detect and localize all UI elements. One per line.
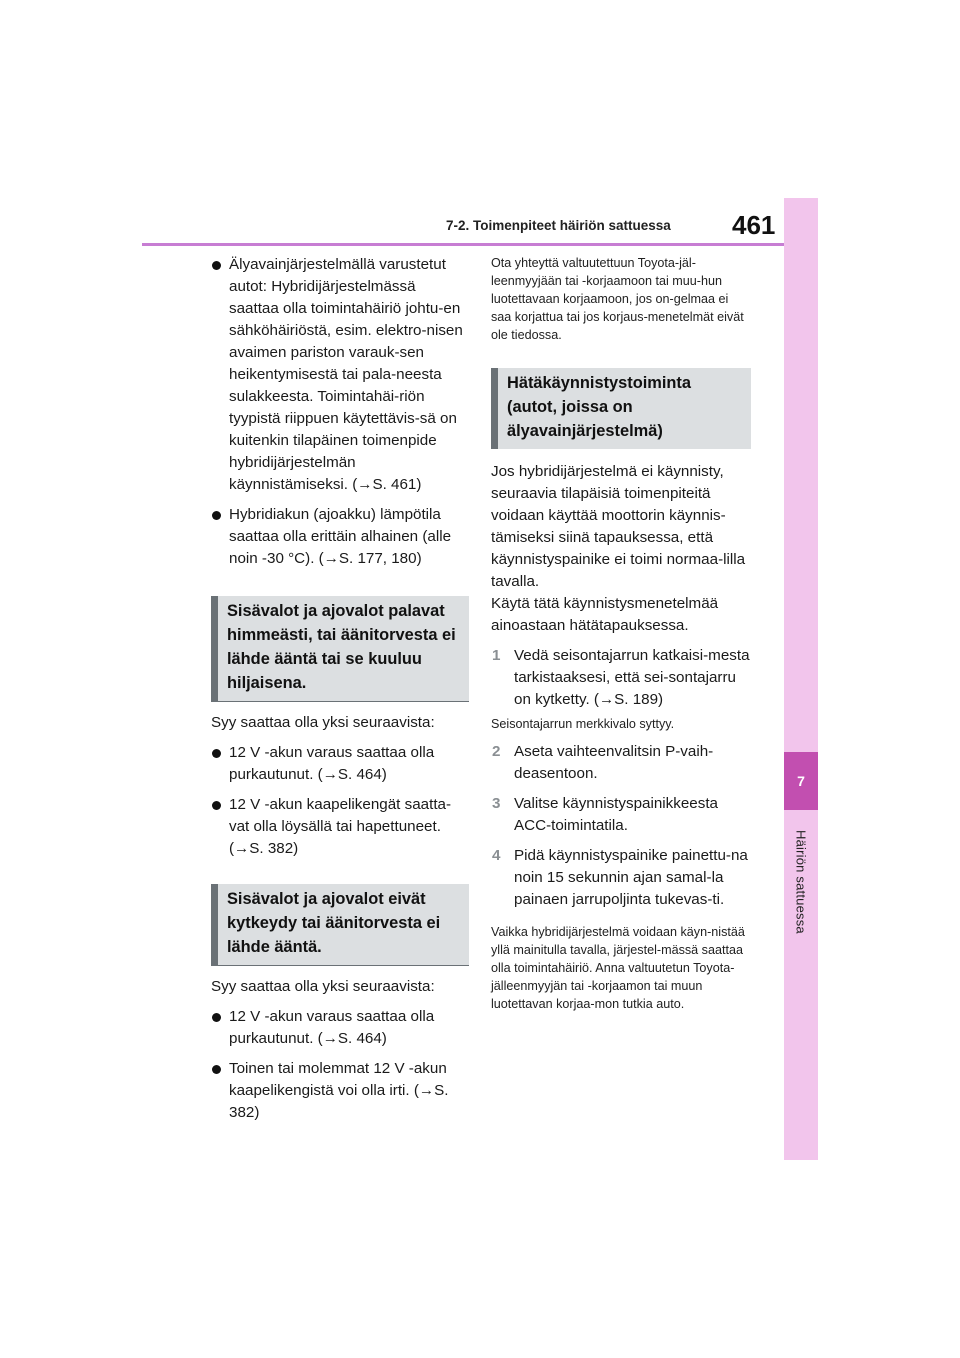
step-number: 3 <box>492 795 501 812</box>
chapter-label-text: Häiriön sattuessa <box>793 830 809 934</box>
bullet-icon <box>212 1065 221 1074</box>
list-item <box>211 1006 469 1050</box>
list-item <box>211 254 469 496</box>
right-column <box>491 254 751 1023</box>
step-item <box>491 741 751 785</box>
note-text: Ota yhteyttä valtuutettuun Toyota-jäl-leenmyyjään tai -korjaamoon tai muu-hun luotettavaan korjaamoon, jos on-gelmaa ei saa korjattua tai jos korjaus-menetelmät eivät ole tiedossa. <box>491 256 744 342</box>
bullet-icon <box>212 261 221 270</box>
step-text: Valitse käynnistyspainikkeesta ACC-toimintatila. <box>514 795 719 834</box>
body-text: Käytä tätä käynnistysmenetelmää ainoastaan hätätapauksessa. <box>491 595 719 634</box>
chapter-side-tab <box>784 198 818 1160</box>
section-heading: Hätäkäynnistystoiminta (autot, joissa on älyavainjärjestelmä) <box>491 368 751 449</box>
section-heading: Sisävalot ja ajovalot eivät kytkeydy tai äänitorvesta ei lähde ääntä. <box>211 884 469 966</box>
list-item-text: Hybridiakun (ajoakku) lämpötila saattaa olla erittäin alhainen (alle noin -30 °C). (→S. 177, 180) <box>229 506 452 567</box>
list-item <box>211 742 469 786</box>
bullet-icon <box>212 749 221 758</box>
step-number: 4 <box>492 847 501 864</box>
left-column <box>211 254 469 1132</box>
list-item-text: Toinen tai molemmat 12 V -akun kaapelikengistä voi olla irti. (→S. 382) <box>229 1060 449 1121</box>
step-text: Vedä seisontajarrun katkaisi-mesta tarkistaaksesi, että sei-sontajarru on kytketty. (→S. 189) <box>514 647 750 708</box>
list-item-text: 12 V -akun varaus saattaa olla purkautunut. (→S. 464) <box>229 744 435 783</box>
chapter-label <box>786 818 816 946</box>
list-item-text: 12 V -akun varaus saattaa olla purkautunut. (→S. 464) <box>229 1008 435 1047</box>
list-item <box>211 1058 469 1124</box>
header-rule <box>142 243 784 246</box>
bullet-icon <box>212 511 221 520</box>
section-title: 7-2. Toimenpiteet häiriön sattuessa <box>446 218 671 233</box>
list-item-text: 12 V -akun kaapelikengät saatta-vat olla löysällä tai hapettuneet. (→S. 382) <box>229 796 452 857</box>
section-lead: Syy saattaa olla yksi seuraavista: <box>211 978 435 995</box>
list-item-text: Älyavainjärjestelmällä varustetut autot: Hybridijärjestelmässä saattaa olla toimintahäiriö johtu-en sähköhäiriöstä, esim. elektro-nisen avaimen pariston varauk-sen heikentymisestä tai pala-neesta sulakkeesta. Toimintahäi-riön tyypistä riippuen käytettävis-sä on kuitenkin tilapäinen toimenpide hybridijärjestelmän käynnistämiseksi. (→S. 461) <box>229 256 463 493</box>
chapter-number: 7 <box>784 752 818 810</box>
page-number: 461 <box>732 210 776 240</box>
note-text: Seisontajarrun merkkivalo syttyy. <box>491 717 675 731</box>
body-text: Jos hybridijärjestelmä ei käynnisty, seuraavia tilapäisiä toimenpiteitä voidaan käyttää moottorin käynnis-tämiseksi siinä tapauksessa, että käynnistyspainike ei toimi normaa-lilla tavalla. <box>491 463 746 590</box>
step-number: 1 <box>492 647 501 664</box>
step-text: Pidä käynnistyspainike painettu-na noin 15 sekunnin ajan samal-la painaen jarrupoljinta tukevas-ti. <box>514 847 748 908</box>
step-item <box>491 645 751 711</box>
section-heading: Sisävalot ja ajovalot palavat himmeästi, tai äänitorvesta ei lähde ääntä tai se kuuluu hiljaisena. <box>211 596 469 702</box>
step-item <box>491 793 751 837</box>
list-item <box>211 504 469 570</box>
bullet-icon <box>212 1013 221 1022</box>
section-lead: Syy saattaa olla yksi seuraavista: <box>211 714 435 731</box>
bullet-icon <box>212 801 221 810</box>
step-number: 2 <box>492 743 501 760</box>
note-text: Vaikka hybridijärjestelmä voidaan käyn-nistää yllä mainitulla tavalla, järjestel-mässä saattaa olla toimintahäiriö. Anna valtuutetun Toyota-jälleenmyyjän tai -korjaamon tai muun luotettavan korjaa-mon tutkia auto. <box>491 925 745 1011</box>
list-item <box>211 794 469 860</box>
step-item <box>491 845 751 911</box>
step-text: Aseta vaihteenvalitsin P-vaih-deasentoon. <box>514 743 714 782</box>
